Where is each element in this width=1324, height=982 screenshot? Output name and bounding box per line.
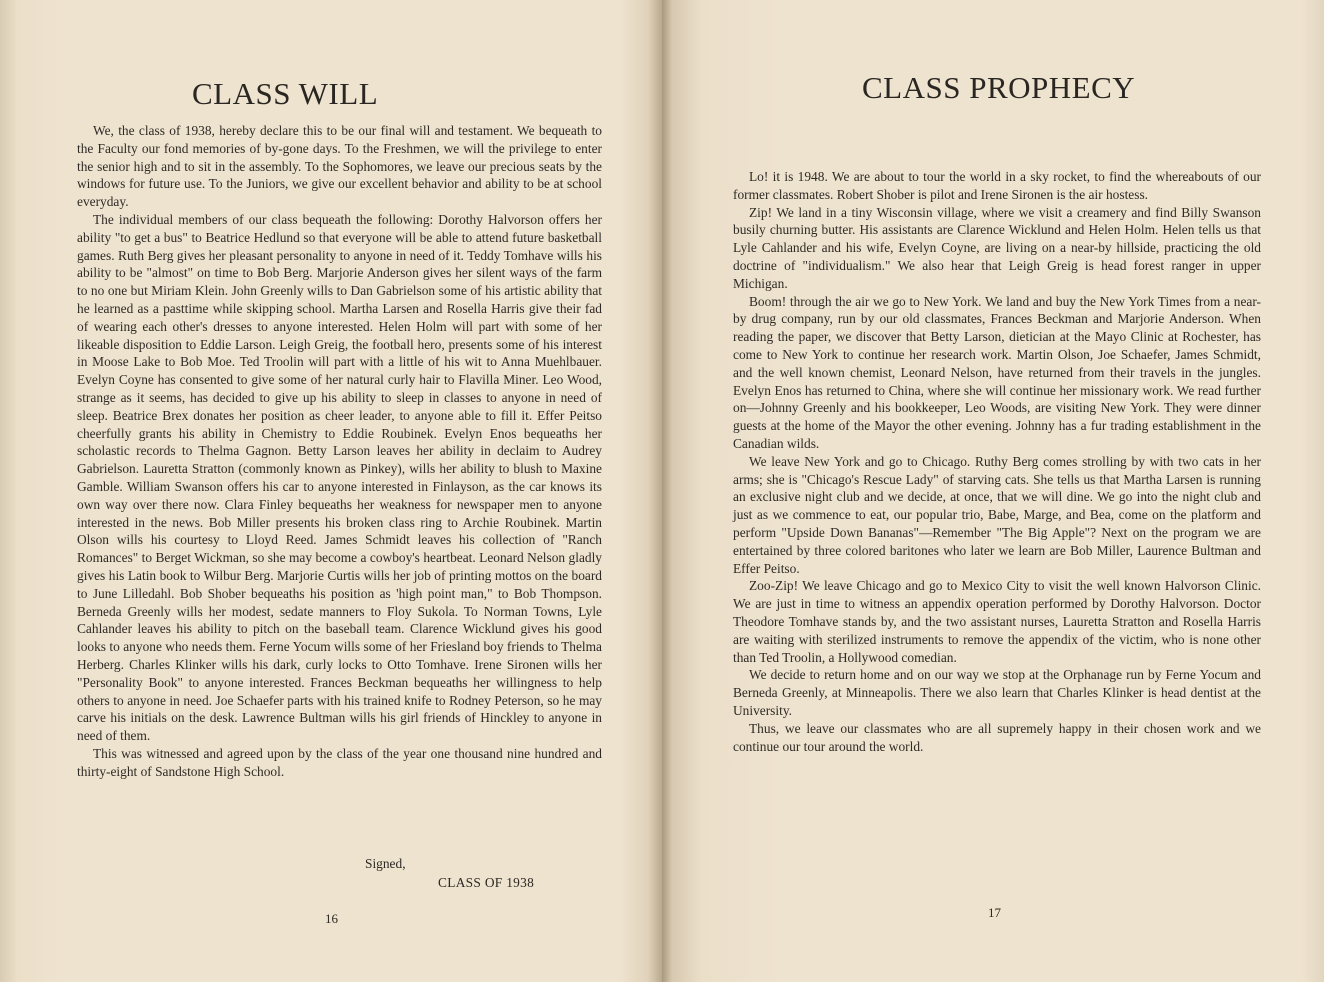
paragraph: We, the class of 1938, hereby declare this to be our final will and testament. We bequeath to the Faculty our fond memories of by-gone days. To the Freshmen, we will the privilege to enter the senior high and to sit in the assembly. To the Sophomores, we leave our precious seats by the windows for future use. To the Juniors, we give our excellent behavior and ability to be at school everyday. — [77, 123, 602, 210]
paragraph: Zoo-Zip! We leave Chicago and go to Mexico City to visit the well known Halvorson Clinic. We are just in time to witness an appendix operation performed by Dorothy Halvorson. Doctor Theodore Tomhave stands by, and the two assistant nurses, Lauretta Stratton and Rosella Harris are waiting with sterilized instruments to remove the appendix of the victim, who is none other than Ted Troolin, a Hollywood comedian. — [733, 578, 1261, 665]
paragraph: We leave New York and go to Chicago. Ruthy Berg comes strolling by with two cats in her arms; she is "Chicago's Rescue Lady" of starving cats. She tells us that Martha Larsen is running an exclusive night club and we decide, at once, that we will dine. We go into the night club and just as we commence to eat, our popular trio, Babe, Marge, and Bea, come on the platform and perform "Upside Down Bananas"—Remember "The Big Apple"? Next on the program we are entertained by three colored baritones who later we learn are Bob Miller, Laurence Bultman and Effer Peitso. — [733, 453, 1261, 576]
paragraph: Boom! through the air we go to New York. We land and buy the New York Times from a near-by drug company, run by our old classmates, Frances Beckman and Marjorie Anderson. When reading the paper, we discover that Betty Larson, dietician at the Mayo Clinic at Rochester, has come to New York to continue her research work. Martin Olson, Joe Schaefer, James Schmidt, and the well known chemist, Leonard Nelson, have returned from their travels in the jungles. Evelyn Enos has returned to China, where she will continue her missionary work. We read further on—Johnny Greenly and his bookkeeper, Leo Woods, are visiting New York. They were dinner guests at the home of the Mayor the other evening. Johnny has a fur trading establishment in the Canadian wilds. — [733, 293, 1261, 451]
signature: CLASS OF 1938 — [438, 875, 535, 890]
page-body — [733, 168, 1261, 755]
page-title: CLASS WILL — [192, 76, 379, 111]
page-body — [77, 122, 602, 780]
paragraph: Lo! it is 1948. We are about to tour the world in a sky rocket, to find the whereabouts of our former classmates. Robert Shober is pilot and Irene Sironen is the air hostess. — [733, 169, 1261, 202]
paragraph: Zip! We land in a tiny Wisconsin village, where we visit a creamery and find Billy Swanson busily churning butter. His assistants are Clarence Wicklund and Helen Holm. Helen tells us that Lyle Cahlander and his wife, Evelyn Coyne, are living on a near-by hillside, practicing the old doctrine of "individualism." We also hear that Leigh Greig is head forest ranger in upper Michigan. — [733, 204, 1261, 291]
page-number: 17 — [988, 905, 1001, 920]
paragraph: The individual members of our class bequeath the following: Dorothy Halvorson offers her ability "to get a bus" to Beatrice Hedlund so that everyone will be able to attend future basketball games. Ruth Berg gives her pleasant personality to anyone in need of it. Teddy Tomhave wills his ability to be "almost" on time to Bob Berg. Marjorie Anderson gives her silent ways of the farm to no one but Miriam Klein. John Greenly wills to Dan Gabrielson some of his artistic ability that he learned as a pasttime while skipping school. Martha Larsen and Rosella Harris give their fad of wearing each other's dresses to anyone interested. Helen Holm will part with some of her likeable disposition to Eddie Larson. Leigh Greig, the football hero, presents some of his interest in Moose Lake to Bob Moe. Ted Troolin will part with a little of his wit to Anna Muehlbauer. Evelyn Coyne has consented to give some of her natural curly hair to Flavilla Miner. Leo Wood, strange as it seems, has decided to give up his ability to sleep in classes to anyone in need of sleep. Beatrice Brex donates her position as cheer leader, to anyone able to fill it. Effer Peitso cheerfully grants his ability in Chemistry to Eddie Roubinek. Evelyn Enos bequeaths her scholastic records to Thelma Gagnon. Betty Larson leaves her ability in declaim to Audrey Gabrielson. Lauretta Stratton (commonly known as Pinkey), wills her ability to blush to Maxine Gamble. William Swanson offers his car to anyone interested in Finlayson, as the car knows its own way over there now. Clara Finley bequeaths her weakness for newspaper men to anyone interested in the news. Bob Miller presents his broken class ring to Archie Roubinek. Martin Olson wills his courtesy to Lloyd Reed. James Schmidt leaves his collection of "Ranch Romances" to Berget Wickman, so she may become a cowboy's heartbeat. Leonard Nelson gladly gives his Latin book to Wilbur Berg. Marjorie Curtis wills her job of printing mottos on the board to June Lilledahl. Bob Shober bequeaths his position as 'high point man," to Bob Thompson. Berneda Greenly wills her modest, sedate manners to Floy Sukola. To Norman Towns, Lyle Cahlander leaves his ability to pitch on the baseball team. Clarence Wicklund gives his good looks to anyone who needs them. Ferne Yocum wills some of her Friesland boy friends to Thelma Herberg. Charles Klinker wills his dark, curly locks to Otto Tomhave. Irene Sironen wills her "Personality Book" to anyone interested. Frances Beckman bequeaths her willingness to help others to anyone in need. Joe Schaefer parts with his trained knife to Rodney Peterson, so he may carve his initials on the desk. Lawrence Bultman wills his girl friends of Hinckley to anyone in need of them. — [77, 211, 602, 744]
signed-label: Signed, — [365, 856, 406, 871]
paragraph: We decide to return home and on our way we stop at the Orphanage run by Ferne Yocum and Berneda Greenly, at Minneapolis. There we also learn that Charles Klinker is head dentist at the University. — [733, 667, 1261, 718]
right-page — [662, 0, 1324, 982]
page-title: CLASS PROPHECY — [862, 70, 1136, 105]
page-number: 16 — [325, 911, 338, 926]
paragraph: Thus, we leave our classmates who are all supremely happy in their chosen work and we continue our tour around the world. — [733, 720, 1261, 754]
paragraph: This was witnessed and agreed upon by the class of the year one thousand nine hundred and thirty-eight of Sandstone High School. — [77, 745, 602, 779]
